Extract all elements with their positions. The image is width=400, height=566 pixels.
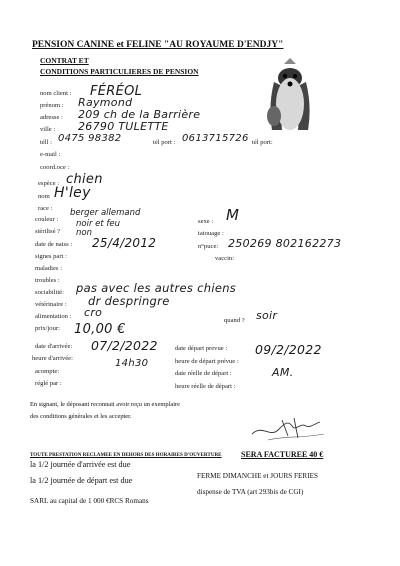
sterilized-value: non — [76, 228, 92, 238]
mobile2-label: tél port: — [252, 139, 273, 146]
sterilized-label: stérilisé ? — [35, 228, 61, 235]
when-value: soir — [256, 309, 278, 322]
pet-name-value: H'ley — [54, 185, 91, 201]
arrival-date-label: date d'arrivée: — [35, 343, 73, 350]
vaccine-label: vaccin: — [215, 255, 235, 262]
client-name-label: nom client : — [40, 90, 72, 97]
chip-label: n°puce: — [198, 243, 219, 250]
paid-by-label: réglé par : — [35, 380, 62, 387]
contract-subtitle: CONTRAT ET — [40, 56, 89, 65]
actual-departure-value: AM. — [272, 366, 294, 379]
planned-departure-time-label: heure de départ prévue : — [175, 358, 239, 365]
conditions-subtitle: CONDITIONS PARTICULIERES DE PENSION — [40, 67, 199, 76]
food-label: alimentation : — [35, 313, 72, 320]
firstname-value: Raymond — [78, 96, 133, 109]
closed-days: FERME DIMANCHE et JOURS FERIES — [197, 472, 319, 480]
firstname-label: prénom : — [40, 102, 64, 109]
price-label: prix/jour: — [35, 325, 60, 332]
dog-logo-image — [260, 56, 320, 134]
breed-label: race : — [38, 205, 53, 212]
vat-exemption: dispense de TVA (art 293bis de CGI) — [197, 488, 304, 496]
vet-value: dr despringre — [88, 294, 170, 308]
diseases-label: maladies : — [35, 265, 62, 272]
phone-label: téll : — [40, 139, 52, 146]
chip-value: 250269 802162273 — [228, 237, 342, 250]
half-day-arrival: la 1/2 journée d'arrivée est due — [30, 460, 131, 469]
marks-label: signes part : — [35, 253, 67, 260]
email-label: e-mail : — [40, 151, 61, 158]
sociability-label: sociabilité: — [35, 289, 64, 296]
species-value: chien — [66, 172, 103, 187]
out-of-hours-fee: SERA FACTUREE 40 € — [241, 450, 324, 459]
sex-value: M — [226, 206, 240, 224]
planned-departure-value: 09/2/2022 — [255, 342, 322, 357]
deposit-label: acompte: — [35, 368, 60, 375]
coord-label: coord.oce : — [40, 164, 70, 171]
actual-departure-label: date réelle de départ : — [175, 370, 232, 377]
sex-label: sexe : — [198, 218, 214, 225]
client-name-value: FÉRÉOL — [90, 84, 143, 99]
price-value: 10,00 € — [74, 322, 126, 337]
actual-departure-time-label: heure réelle de départ : — [175, 383, 236, 390]
address-value: 209 ch de la Barrière — [78, 108, 201, 121]
planned-departure-label: date départ prevue : — [175, 345, 228, 352]
when-label: quand ? — [224, 317, 245, 324]
signature-notice-1: En signant, le déposant reconnait avoir reçu un exemplaire — [30, 401, 180, 408]
mobile-value: 0613715726 — [182, 133, 249, 144]
pet-name-label: nom — [38, 193, 50, 200]
signature-image — [248, 412, 328, 444]
disorders-label: troubles : — [35, 277, 60, 284]
birthdate-label: date de naiss : — [35, 241, 73, 248]
tattoo-label: tatouage : — [198, 230, 224, 237]
signature-notice-2: des conditions générales et les accepter. — [30, 413, 132, 420]
page-title: PENSION CANINE et FELINE "AU ROYAUME D'ENDJY" — [32, 40, 284, 50]
address-label: adresse : — [40, 114, 63, 121]
sociability-value: pas avec les autres chiens — [76, 281, 237, 295]
color-value-2: noir et feu — [76, 219, 121, 229]
color-value-1: berger allemand — [70, 208, 141, 218]
company-capital: SARL au capital de 1 000 €RCS Romans — [30, 497, 149, 505]
food-value: cro — [84, 306, 103, 319]
vet-label: vétérinaire : — [35, 301, 67, 308]
color-label: couleur : — [35, 216, 59, 223]
arrival-time-value: 14h30 — [115, 358, 149, 369]
arrival-date-value: 07/2/2022 — [91, 338, 158, 353]
mobile-label: tél port : — [153, 139, 176, 146]
species-label: espèce : — [38, 180, 60, 187]
arrival-time-label: heure d'arrivée: — [32, 355, 73, 362]
phone-value: 0475 98382 — [58, 133, 122, 144]
birthdate-value: 25/4/2012 — [92, 236, 157, 250]
city-label: ville : — [40, 126, 56, 133]
half-day-departure: la 1/2 journée de départ est due — [30, 476, 133, 485]
out-of-hours-notice: TOUTE PRESTATION RECLAMEE EN DEHORS DES HORAIRES D'OUVERTURE — [30, 452, 222, 458]
city-value: 26790 TULETTE — [78, 120, 169, 133]
